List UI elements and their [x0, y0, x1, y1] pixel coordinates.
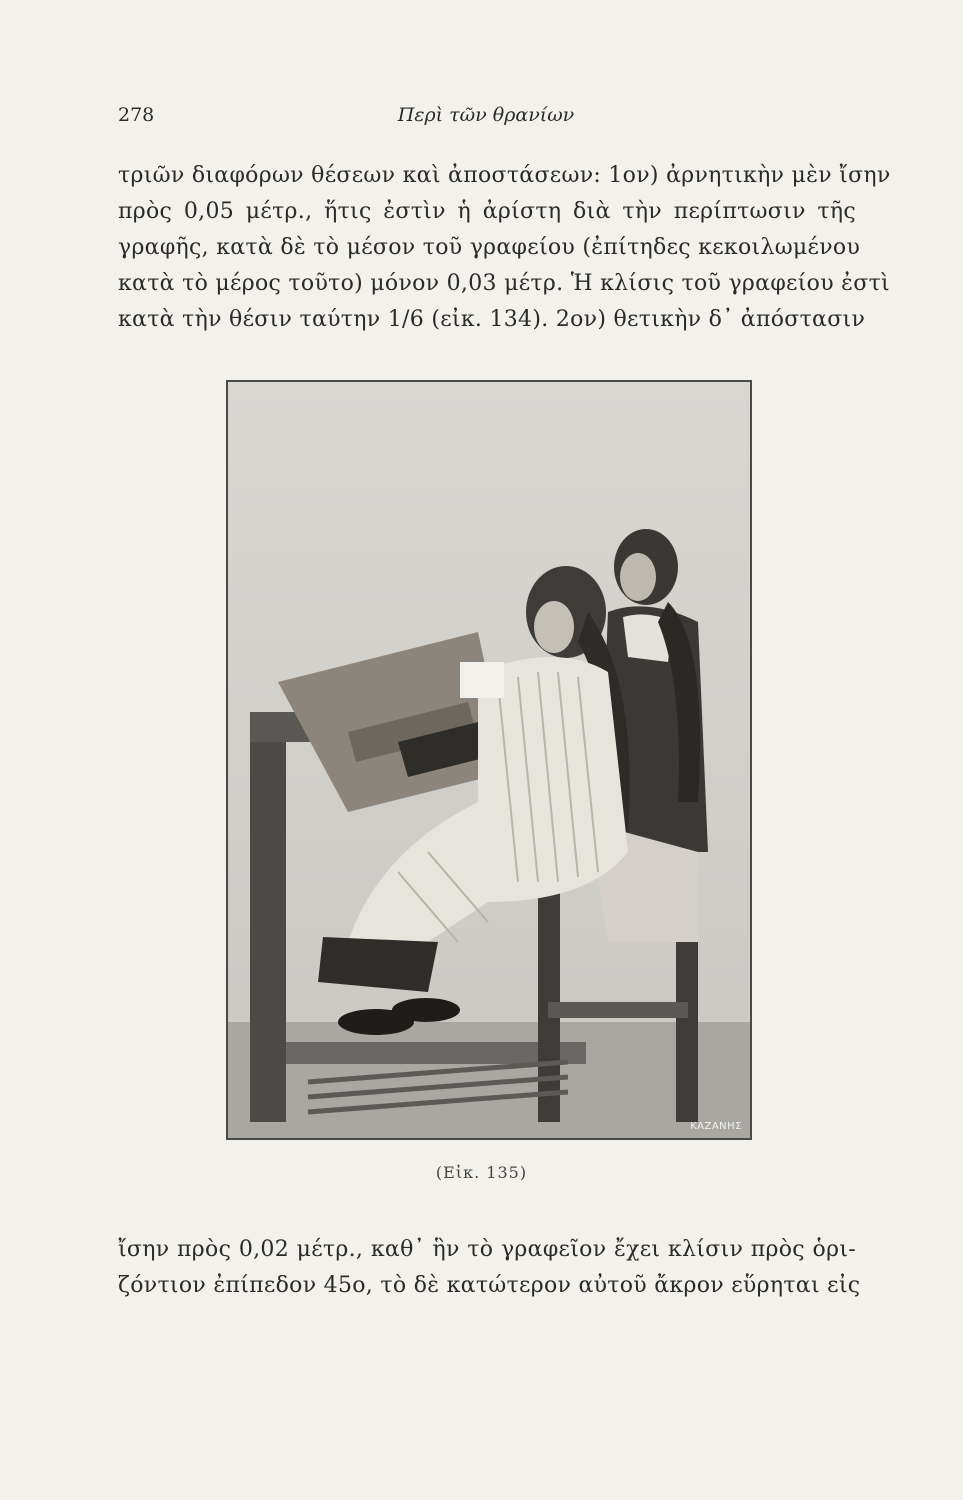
page-number: 278: [118, 104, 155, 126]
text-line: πρὸς 0,05 μέτρ., ἥτις ἐστὶν ἡ ἀρίστη διὰ τὴν περίπτωσιν τῆς: [118, 199, 856, 224]
photograph-girls-at-school-desk: [228, 382, 750, 1138]
text-line: κατὰ τὸ μέρος τοῦτο) μόνον 0,03 μέτρ. Ἡ κλίσις τοῦ γραφείου ἐστὶ: [118, 271, 890, 296]
figure-caption: (Εἰκ. 135): [435, 1163, 528, 1182]
running-title: Περὶ τῶν θρανίων: [397, 104, 575, 126]
bottom-paragraph: [118, 1232, 861, 1304]
text-line: κατὰ τὴν θέσιν ταύτην 1/6 (εἰκ. 134). 2ον) θετικὴν δ᾽ ἀπόστασιν: [118, 307, 866, 332]
text-line: ζόντιον ἐπίπεδον 45ο, τὸ δὲ κατώτερον αὐτοῦ ἄκρον εὕρηται εἰς: [118, 1273, 861, 1298]
page-header: [118, 104, 854, 134]
text-line: γραφῆς, κατὰ δὲ τὸ μέσον τοῦ γραφείου (ἐπίτηδες κεκοιλωμένου: [118, 235, 861, 260]
text-line: τριῶν διαφόρων θέσεων καὶ ἀποστάσεων: 1ον) ἀρνητικὴν μὲν ἴσην: [118, 163, 891, 188]
photograph-figure: [226, 380, 752, 1140]
text-line: ἴσην πρὸς 0,02 μέτρ., καθ᾽ ἣν τὸ γραφεῖον ἔχει κλίσιν πρὸς ὁρι-: [118, 1237, 856, 1262]
photographer-mark: KAZANHΣ: [690, 1121, 742, 1132]
top-paragraph: [118, 158, 891, 338]
